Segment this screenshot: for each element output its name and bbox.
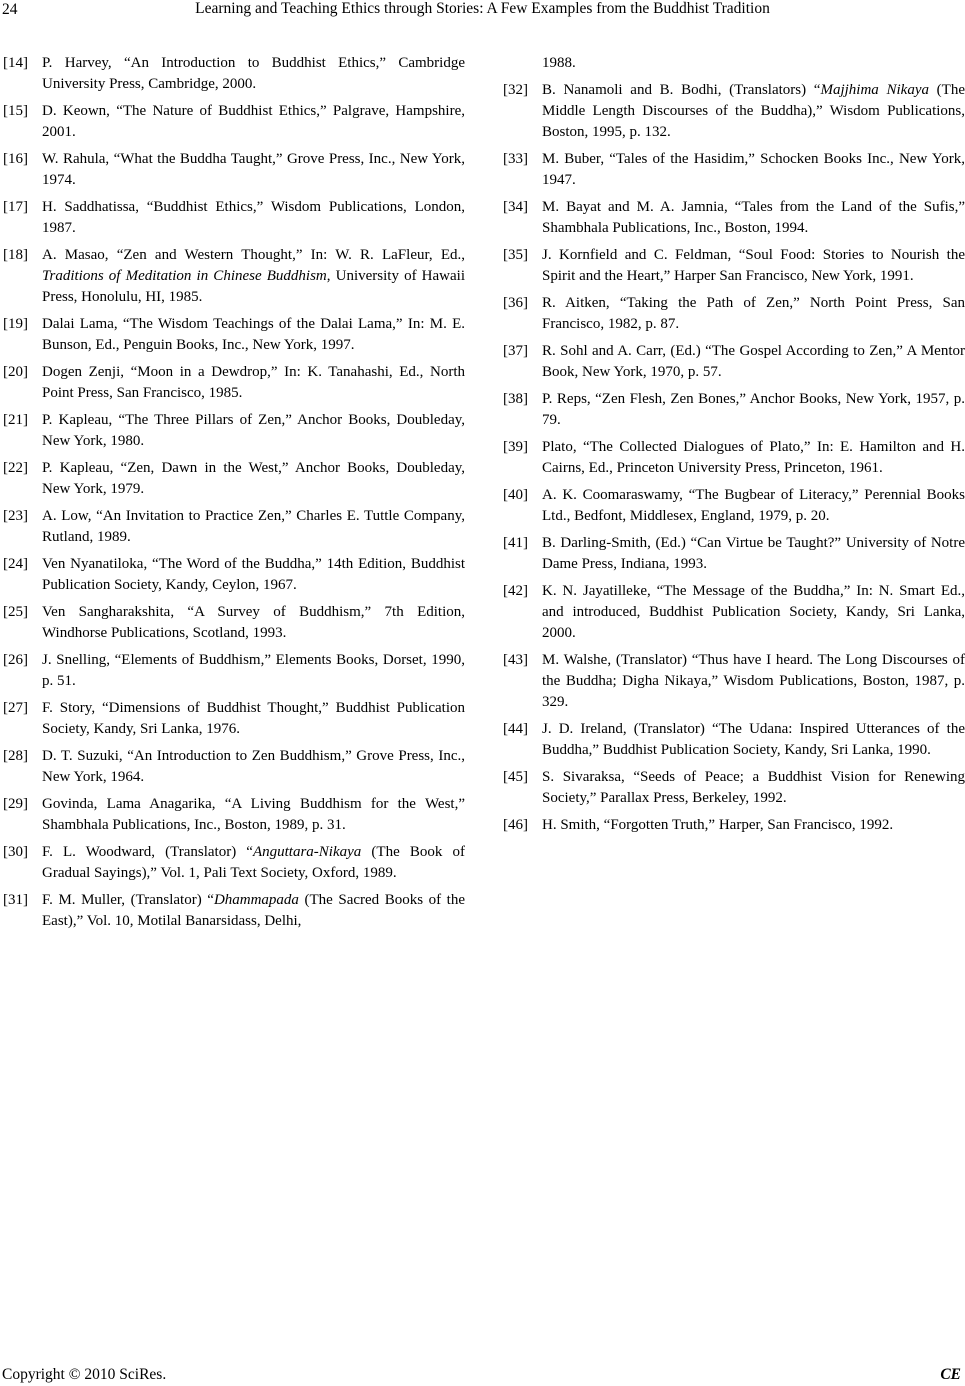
reference-item (503, 245, 965, 287)
reference-item (3, 314, 465, 356)
reference-text: Dogen Zenji, “Moon in a Dewdrop,” In: K. Tanahashi, Ed., North Point Press, San Francisco, 1985. (42, 364, 465, 401)
reference-text: J. Snelling, “Elements of Buddhism,” Elements Books, Dorset, 1990, p. 51. (42, 652, 465, 689)
reference-number: [46] (503, 817, 528, 833)
reference-item (503, 80, 965, 143)
reference-text: Ven Sangharakshita, “A Survey of Buddhism,” 7th Edition, Windhorse Publications, Scotland, 1993. (42, 604, 465, 641)
reference-text: D. T. Suzuki, “An Introduction to Zen Buddhism,” Grove Press, Inc., New York, 1964. (42, 748, 465, 785)
reference-item (503, 437, 965, 479)
reference-title-italic: Dhammapada (213, 892, 299, 908)
reference-number: [40] (503, 487, 528, 503)
reference-number: [19] (3, 316, 28, 332)
reference-text: A. K. Coomaraswamy, “The Bugbear of Literacy,” Perennial Books Ltd., Bedfont, Middlesex, England, 1979, p. 20. (542, 487, 965, 524)
reference-number: [14] (3, 55, 28, 71)
reference-number: [24] (3, 556, 28, 572)
reference-text: B. Nanamoli and B. Bodhi, (Translators) “ (542, 82, 821, 98)
reference-text: 1988. (542, 55, 576, 71)
reference-item (3, 650, 465, 692)
reference-number: [15] (3, 103, 28, 119)
reference-text: M. Bayat and M. A. Jamnia, “Tales from the Land of the Sufis,” Shambhala Publications, Inc., Boston, 1994. (542, 199, 965, 236)
reference-title-italic: Traditions of Meditation in Chinese Buddhism (42, 268, 327, 284)
reference-item (503, 389, 965, 431)
page-number: 24 (2, 1, 18, 18)
reference-item (3, 245, 465, 308)
reference-text: A. Low, “An Invitation to Practice Zen,” Charles E. Tuttle Company, Rutland, 1989. (42, 508, 465, 545)
reference-text: S. Sivaraksa, “Seeds of Peace; a Buddhist Vision for Renewing Society,” Parallax Press, Berkeley, 1992. (542, 769, 965, 806)
reference-text: Plato, “The Collected Dialogues of Plato,” In: E. Hamilton and H. Cairns, Ed., Princeton University Press, Princeton, 1961. (542, 439, 965, 476)
reference-item (3, 506, 465, 548)
reference-text: F. L. Woodward, (Translator) “ (42, 844, 253, 860)
reference-number: [20] (3, 364, 28, 380)
reference-number: [37] (503, 343, 528, 359)
reference-number: [25] (3, 604, 28, 620)
reference-text: F. M. Muller, (Translator) “ (42, 892, 214, 908)
reference-text: M. Walshe, (Translator) “Thus have I heard. The Long Discourses of the Buddha; Digha Nikaya,” Wisdom Publications, Boston, 1987, p. 329. (542, 652, 965, 710)
reference-item (503, 485, 965, 527)
reference-number: [22] (3, 460, 28, 476)
reference-number: [33] (503, 151, 528, 167)
reference-number: [45] (503, 769, 528, 785)
reference-item (3, 362, 465, 404)
reference-number: [26] (3, 652, 28, 668)
reference-text: (The Sacred Books of the East),” Vol. 10, Motilal Banarsidass, Delhi, (42, 892, 465, 929)
reference-text: P. Kapleau, “The Three Pillars of Zen,” Anchor Books, Doubleday, New York, 1980. (42, 412, 465, 449)
reference-item (503, 533, 965, 575)
reference-number: [29] (3, 796, 28, 812)
reference-item (3, 458, 465, 500)
reference-item (503, 149, 965, 191)
reference-item (503, 53, 965, 74)
reference-title-italic: Majjhima Nikaya (820, 82, 929, 98)
copyright: Copyright © 2010 SciRes. (2, 1366, 167, 1383)
reference-text: R. Sohl and A. Carr, (Ed.) “The Gospel According to Zen,” A Mentor Book, New York, 1970, p. 57. (542, 343, 965, 380)
reference-number: [42] (503, 583, 528, 599)
reference-text: F. Story, “Dimensions of Buddhist Thought,” Buddhist Publication Society, Kandy, Sri Lanka, 1976. (42, 700, 465, 737)
reference-text: P. Kapleau, “Zen, Dawn in the West,” Anchor Books, Doubleday, New York, 1979. (42, 460, 465, 497)
reference-text: W. Rahula, “What the Buddha Taught,” Grove Press, Inc., New York, 1974. (42, 151, 465, 188)
journal-abbrev: CE (940, 1366, 961, 1383)
references-left-column (3, 53, 465, 938)
reference-item (3, 890, 465, 932)
reference-text: K. N. Jayatilleke, “The Message of the Buddha,” In: N. Smart Ed., and introduced, Buddhist Publication Society, Kandy, Sri Lanka, 2000. (542, 583, 965, 641)
reference-item (3, 746, 465, 788)
reference-number: [41] (503, 535, 528, 551)
reference-text: J. Kornfield and C. Feldman, “Soul Food: Stories to Nourish the Spirit and the Heart,” Harper San Francisco, New York, 1991. (542, 247, 965, 284)
reference-text: Dalai Lama, “The Wisdom Teachings of the Dalai Lama,” In: M. E. Bunson, Ed., Penguin Books, Inc., New York, 1997. (42, 316, 465, 353)
reference-item (503, 581, 965, 644)
reference-number: [16] (3, 151, 28, 167)
reference-item (3, 842, 465, 884)
reference-item (3, 794, 465, 836)
reference-text: Ven Nyanatiloka, “The Word of the Buddha,” 14th Edition, Buddhist Publication Society, Kandy, Ceylon, 1967. (42, 556, 465, 593)
reference-item (503, 650, 965, 713)
reference-text: A. Masao, “Zen and Western Thought,” In: W. R. LaFleur, Ed., (42, 247, 465, 263)
reference-number: [21] (3, 412, 28, 428)
reference-item (503, 719, 965, 761)
reference-number: [39] (503, 439, 528, 455)
reference-number: [43] (503, 652, 528, 668)
reference-text: , University of Hawaii Press, Honolulu, HI, 1985. (42, 268, 465, 305)
reference-number: [17] (3, 199, 28, 215)
reference-item (503, 815, 965, 836)
reference-text: (The Middle Length Discourses of the Buddha),” Wisdom Publications, Boston, 1995, p. 132. (542, 82, 965, 140)
reference-text: P. Harvey, “An Introduction to Buddhist Ethics,” Cambridge University Press, Cambridge, 2000. (42, 55, 465, 92)
reference-item (503, 197, 965, 239)
reference-number: [44] (503, 721, 528, 737)
reference-number: [32] (503, 82, 528, 98)
reference-number: [30] (3, 844, 28, 860)
reference-number: [18] (3, 247, 28, 263)
reference-text: M. Buber, “Tales of the Hasidim,” Schocken Books Inc., New York, 1947. (542, 151, 965, 188)
reference-number: [31] (3, 892, 28, 908)
reference-text: Govinda, Lama Anagarika, “A Living Buddhism for the West,” Shambhala Publications, Inc., Boston, 1989, p. 31. (42, 796, 465, 833)
reference-item (503, 341, 965, 383)
reference-number: [35] (503, 247, 528, 263)
reference-text: P. Reps, “Zen Flesh, Zen Bones,” Anchor Books, New York, 1957, p. 79. (542, 391, 965, 428)
running-title: Learning and Teaching Ethics through Stories: A Few Examples from the Buddhist Tradition (195, 0, 770, 17)
reference-number: [36] (503, 295, 528, 311)
reference-text: H. Smith, “Forgotten Truth,” Harper, San Francisco, 1992. (542, 817, 894, 833)
reference-number: [34] (503, 199, 528, 215)
reference-text: B. Darling-Smith, (Ed.) “Can Virtue be Taught?” University of Notre Dame Press, Indiana, 1993. (542, 535, 965, 572)
reference-item (3, 698, 465, 740)
reference-item (3, 602, 465, 644)
reference-item (503, 767, 965, 809)
reference-item (3, 101, 465, 143)
reference-text: D. Keown, “The Nature of Buddhist Ethics,” Palgrave, Hampshire, 2001. (42, 103, 465, 140)
reference-number: [23] (3, 508, 28, 524)
reference-title-italic: Anguttara-Nikaya (252, 844, 362, 860)
reference-text: H. Saddhatissa, “Buddhist Ethics,” Wisdom Publications, London, 1987. (42, 199, 465, 236)
reference-item (503, 293, 965, 335)
reference-item (3, 197, 465, 239)
reference-item (3, 149, 465, 191)
reference-number: [38] (503, 391, 528, 407)
references-right-column (503, 53, 965, 842)
reference-text: (The Book of Gradual Sayings),” Vol. 1, Pali Text Society, Oxford, 1989. (42, 844, 465, 881)
reference-text: J. D. Ireland, (Translator) “The Udana: Inspired Utterances of the Buddha,” Buddhist Publication Society, Kandy, Sri Lanka, 1990. (542, 721, 965, 758)
reference-number: [27] (3, 700, 28, 716)
reference-item (3, 410, 465, 452)
reference-item (3, 554, 465, 596)
page-header (0, 0, 965, 22)
reference-text: R. Aitken, “Taking the Path of Zen,” North Point Press, San Francisco, 1982, p. 87. (542, 295, 965, 332)
reference-number: [28] (3, 748, 28, 764)
reference-item (3, 53, 465, 95)
